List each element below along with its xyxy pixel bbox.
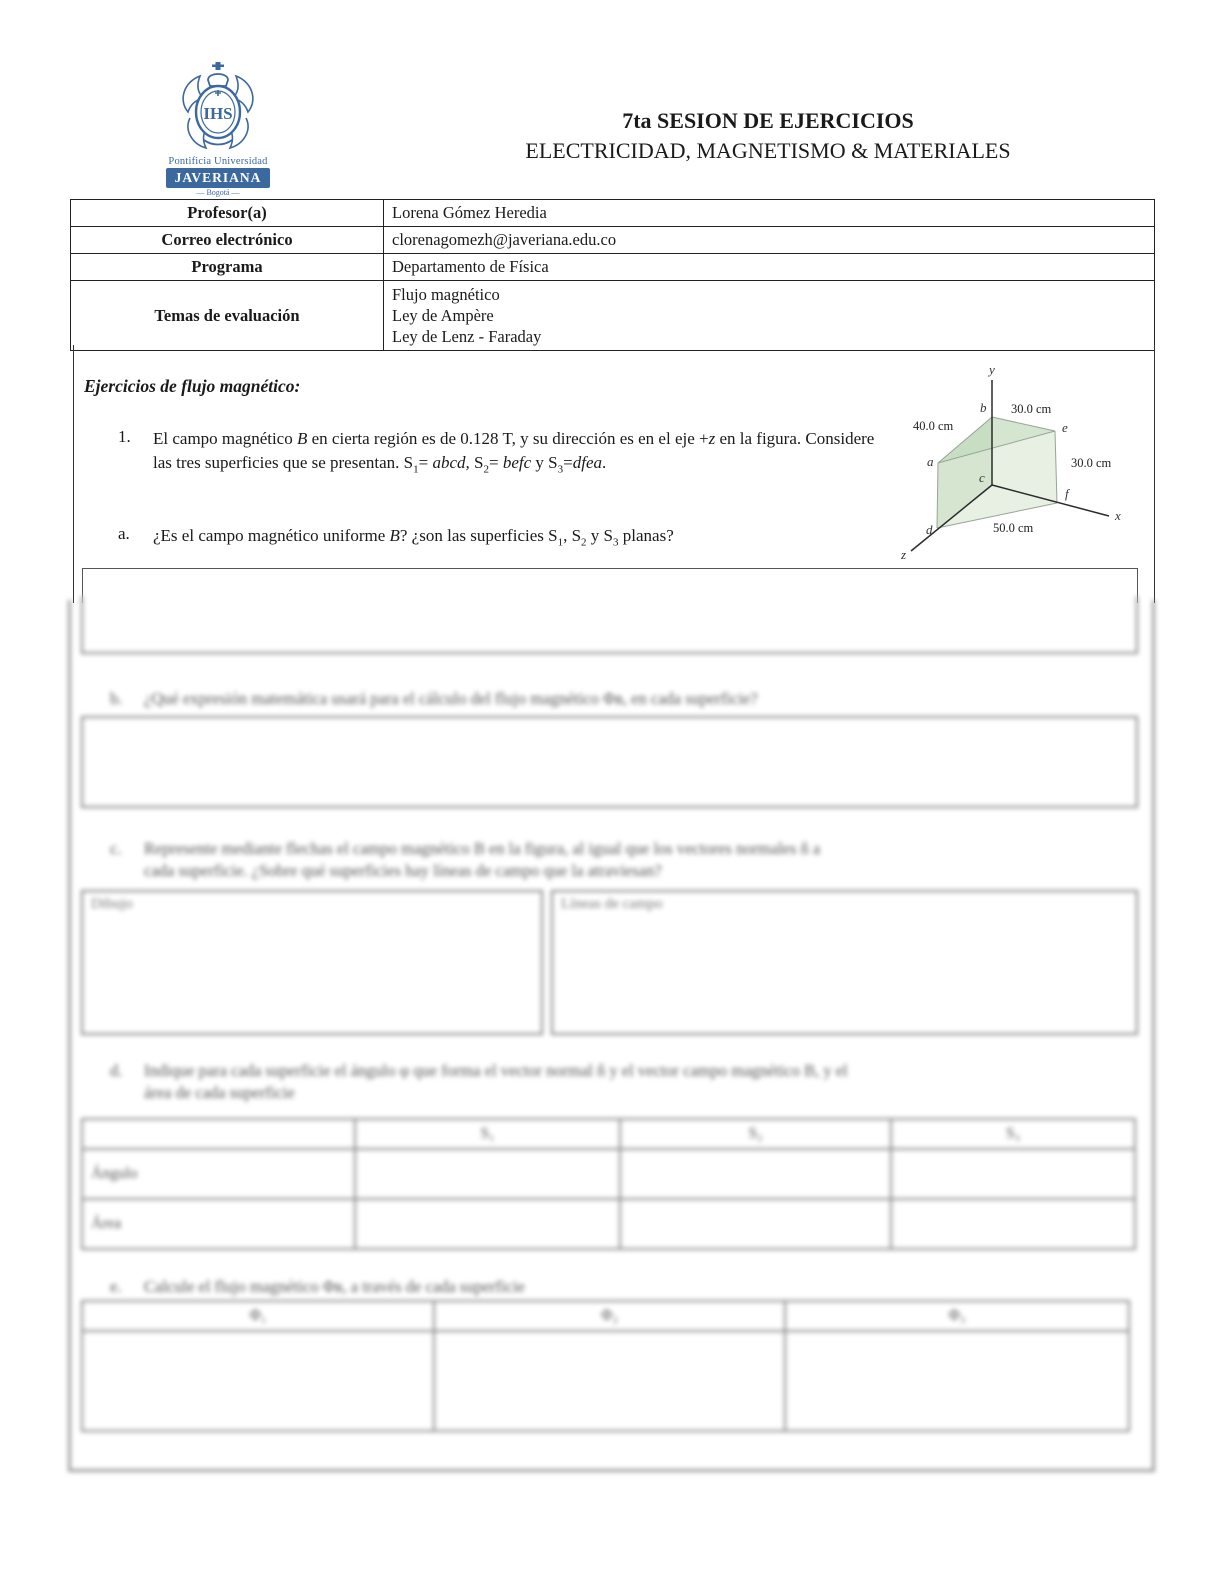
header-s1: S₁ [355, 1119, 620, 1149]
table-row [82, 1301, 1129, 1331]
course-info-table [70, 199, 1155, 351]
vertex-label-a: a [927, 454, 934, 469]
section-heading: Ejercicios de flujo magnético: [84, 376, 301, 396]
cell-area-s1 [355, 1199, 620, 1249]
university-logo [166, 60, 270, 198]
topic-item: Ley de Lenz - Faraday [392, 327, 542, 346]
dim-label-ef: 30.0 cm [1071, 456, 1112, 470]
question-e-text: e. Calcule el flujo magnético Φʙ, a través de cada superficie [110, 1277, 525, 1296]
dim-label-be: 30.0 cm [1011, 402, 1052, 416]
svg-text:IHS: IHS [203, 104, 233, 123]
university-crest-icon [170, 60, 266, 156]
vertex-label-e: e [1062, 420, 1068, 435]
title-line-2: ELECTRICIDAD, MAGNETISMO & MATERIALES [525, 138, 1011, 163]
vertex-label-b: b [980, 400, 987, 415]
question-e-number: e. [110, 1277, 122, 1296]
blurred-left-border [68, 600, 71, 1472]
dim-label-df: 50.0 cm [993, 521, 1034, 535]
question-c-text: c. Represente mediante flechas el campo magnético B en la figura, al igual que los vectores normales n̂ a cada superficie. ¿Sobre qué superficies hay líneas de campo que la atraviesan? [110, 839, 821, 880]
question-d-number: d. [110, 1061, 123, 1080]
row-label-angle: Ángulo [82, 1149, 355, 1199]
cell-angle-s1 [355, 1149, 620, 1199]
table-row [82, 1119, 1135, 1149]
magnetic-flux-figure [885, 358, 1143, 566]
row-label-area: Área [82, 1199, 355, 1249]
question-c-number: c. [110, 839, 122, 858]
field-lines-box [551, 890, 1138, 1035]
table-row [82, 1331, 1129, 1431]
flux-table [81, 1300, 1130, 1432]
cell-angle-s3 [891, 1149, 1135, 1199]
logo-band [166, 168, 270, 188]
table-row [71, 281, 1155, 351]
cell-area-s3 [891, 1199, 1135, 1249]
dim-label-ab: 40.0 cm [913, 419, 954, 433]
blurred-right-border [1152, 600, 1155, 1472]
topics-label: Temas de evaluación [71, 281, 384, 351]
title-line-1: 7ta SESION DE EJERCICIOS [622, 108, 914, 133]
drawing-box-label: Dibujo [91, 896, 133, 912]
cell-flux3 [785, 1331, 1129, 1431]
blurred-bottom-border [68, 1469, 1155, 1472]
header-flux1: Φ₁ [82, 1301, 434, 1331]
vertex-label-f: f [1065, 486, 1069, 501]
email-value: clorenagomezh@javeriana.edu.co [384, 227, 1155, 254]
program-value: Departamento de Física [384, 254, 1155, 281]
angle-area-table [81, 1118, 1136, 1250]
vertex-label-c: c [979, 470, 985, 485]
question-a-text: ¿Es el campo magnético uniforme B? ¿son las superficies $S_1$, $S_2$ y $S_3$ planas? [153, 526, 674, 549]
question-a-number: a. [118, 524, 130, 543]
table-row [71, 200, 1155, 227]
vertex-label-d: d [926, 522, 933, 537]
professor-label: Profesor(a) [71, 200, 384, 227]
email-label: Correo electrónico [71, 227, 384, 254]
table-row [71, 254, 1155, 281]
cell-flux2 [434, 1331, 785, 1431]
axis-label-z: z [901, 547, 907, 562]
header-empty [82, 1119, 355, 1149]
topic-item: Ley de Ampère [392, 306, 494, 325]
answer-box-b [81, 716, 1138, 808]
question-b-text: b. ¿Qué expresión matemática usará para el cálculo del flujo magnético Φʙ, en cada superficie? [110, 689, 758, 708]
program-label: Programa [71, 254, 384, 281]
drawing-box [81, 890, 543, 1035]
axis-label-x: x [1115, 508, 1121, 523]
table-row [82, 1149, 1135, 1199]
header-s3: S₃ [891, 1119, 1135, 1149]
axis-label-y: y [989, 362, 995, 377]
table-row [82, 1199, 1135, 1249]
topic-item: Flujo magnético [392, 285, 500, 304]
answer-box-a-blurred [81, 596, 1138, 654]
topics-value [384, 281, 1155, 351]
field-lines-box-label: Líneas de campo [561, 896, 663, 912]
exercise-number: 1. [118, 427, 131, 446]
exercise-1-text: El campo magnético B en cierta región es de 0.128 T, y su dirección es en el eje +z en la figura. Considere las tres superficies que se presentan. $S_1=$ abcd, $S_2=$ befc y $S_3=dfea$. [153, 429, 875, 475]
table-row [71, 227, 1155, 254]
header-flux3: Φ₃ [785, 1301, 1129, 1331]
document-title [382, 106, 1154, 166]
question-d-text: d. Indique para cada superficie el ángulo φ que forma el vector normal n̂ y el vector campo magnético B, y el área de cada superficie [110, 1061, 848, 1102]
cell-flux1 [82, 1331, 434, 1431]
logo-text-pontificia: Pontificia Universidad [168, 156, 268, 167]
professor-value: Lorena Gómez Heredia [384, 200, 1155, 227]
cell-area-s2 [620, 1199, 891, 1249]
logo-text-javeriana: JAVERIANA [174, 170, 262, 185]
cell-angle-s2 [620, 1149, 891, 1199]
header-s2: S₂ [620, 1119, 891, 1149]
blurred-page-region [62, 600, 1164, 1480]
logo-text-bogota: — Bogotá — [196, 188, 240, 197]
header-flux2: Φ₂ [434, 1301, 785, 1331]
question-b-number: b. [110, 689, 123, 708]
